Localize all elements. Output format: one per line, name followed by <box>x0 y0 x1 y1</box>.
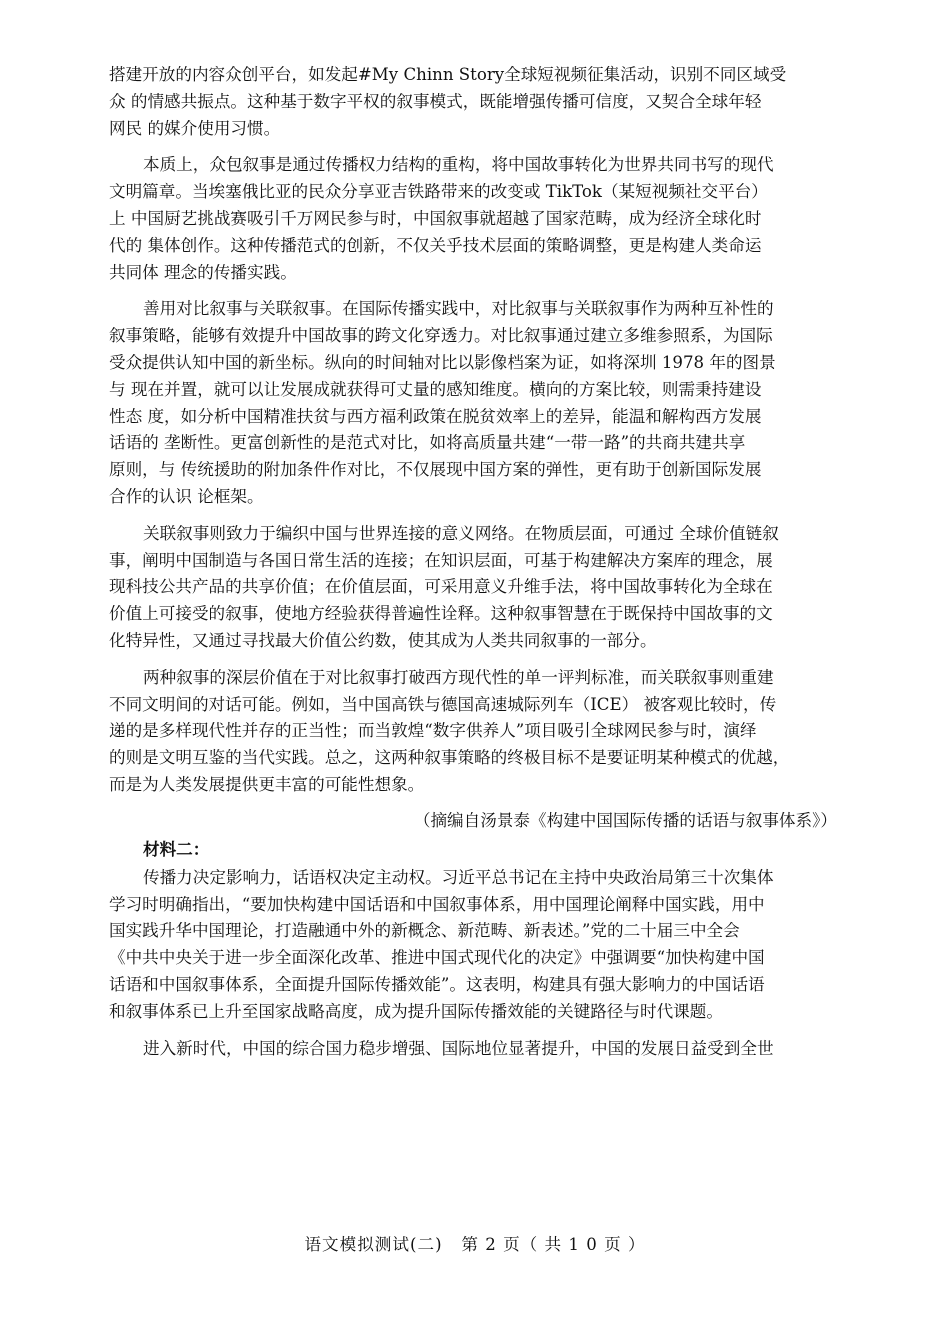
text-line: 《中共中央关于进一步全面深化改革、推进中国式现代化的决定》中强调要“加快构建中国 <box>109 948 765 968</box>
text-line: 众 的情感共振点。这种基于数字平权的叙事模式，既能增强传播可信度，又契合全球年轻 <box>109 91 762 111</box>
text-line: 价值上可接受的叙事，使地方经验获得普遍性诠释。这种叙事智慧在于既保持中国故事的文 <box>109 604 773 624</box>
exam-name: 语文模拟测试(二) <box>304 1235 443 1254</box>
text-line: 国实践升华中国理论，打造融通中外的新概念、新范畴、新表述。”党的二十届三中全会 <box>109 921 740 941</box>
paragraph <box>109 1036 837 1063</box>
text-line: 搭建开放的内容众创平台，如发起#My Chinn Story全球短视频征集活动，识别不同区域受 <box>109 65 787 84</box>
text-line: 网民 的媒介使用习惯。 <box>109 118 281 138</box>
text-line: 化特异性，又通过寻找最大价值公约数，使其成为人类共同叙事的一部分。 <box>109 630 657 650</box>
paragraph <box>109 62 837 142</box>
text-line: 与 现在并置，就可以让发展成就获得可丈量的感知维度。横向的方案比较，则需秉持建设 <box>109 379 762 399</box>
text-line: 关联叙事则致力于编织中国与世界连接的意义网络。在物质层面，可通过 全球价值链叙 <box>143 523 779 543</box>
text-line: 原则，与 传统援助的附加条件作对比，不仅展现中国方案的弹性，更有助于创新国际发展 <box>109 460 762 480</box>
text-line: 传播力决定影响力，话语权决定主动权。习近平总书记在主持中央政治局第三十次集体 <box>143 867 774 887</box>
text-line: 合作的认识 论框架。 <box>109 486 264 506</box>
text-line: 学习时明确指出，“要加快构建中国话语和中国叙事体系，用中国理论阐释中国实践，用中 <box>109 894 765 914</box>
text-line: 性态 度，如分析中国精准扶贫与西方福利政策在脱贫效率上的差异，能温和解构西方发展 <box>109 406 762 426</box>
material-two-heading: 材料二： <box>143 839 210 859</box>
text-line: 而是为人类发展提供更丰富的可能性想象。 <box>109 774 425 794</box>
text-line: 代的 集体创作。这种传播范式的创新，不仅关乎技术层面的策略调整，更是构建人类命运 <box>109 235 762 255</box>
text-line: 上 中国厨艺挑战赛吸引千万网民参与时，中国叙事就超越了国家范畴，成为经济全球化时 <box>109 208 762 228</box>
text-line: 善用对比叙事与关联叙事。在国际传播实践中，对比叙事与关联叙事作为两种互补性的 <box>143 299 774 319</box>
material-one-text <box>109 62 837 799</box>
text-line: 事，阐明中国制造与各国日常生活的连接；在知识层面，可基于构建解决方案库的理念，展 <box>109 550 773 570</box>
text-line: 递的是多样现代性并存的正当性；而当敦煌“数字供养人”项目吸引全球网民参与时，演绎 <box>109 721 757 741</box>
text-line: 文明篇章。当埃塞俄比亚的民众分享亚吉铁路带来的改变或 TikTok（某短视频社交平台） <box>109 182 768 202</box>
text-line: 两种叙事的深层价值在于对比叙事打破西方现代性的单一评判标准，而关联叙事则重建 <box>143 667 774 687</box>
text-line: 话语的 垄断性。更富创新性的是范式对比，如将高质量共建“一带一路”的共商共建共享 <box>109 433 746 453</box>
text-line: 现科技公共产品的共享价值；在价值层面，可采用意义升维手法，将中国故事转化为全球在 <box>109 577 773 597</box>
text-line: 的则是文明互鉴的当代实践。总之，这两种叙事策略的终极目标不是要证明某种模式的优越， <box>109 748 790 768</box>
page-footer <box>0 1231 950 1255</box>
text-line: 进入新时代，中国的综合国力稳步增强、国际地位显著提升，中国的发展日益受到全世 <box>143 1038 774 1058</box>
text-line: 和叙事体系已上升至国家战略高度，成为提升国际传播效能的关键路径与时代课题。 <box>109 1001 723 1021</box>
page-number: 第 2 页（ 共 1 0 页 ） <box>461 1235 646 1254</box>
text-line: 叙事策略，能够有效提升中国故事的跨文化穿透力。对比叙事通过建立多维参照系，为国际 <box>109 326 773 346</box>
text-line: 共同体 理念的传播实践。 <box>109 262 297 282</box>
page-body <box>109 62 837 1072</box>
material-two-text <box>109 865 837 1063</box>
paragraph <box>109 521 837 655</box>
text-line: 不同文明间的对话可能。例如，当中国高铁与德国高速城际列车（ICE） 被客观比较时，传 <box>109 694 777 714</box>
paragraph <box>109 152 837 286</box>
text-line: 话语和中国叙事体系，全面提升国际传播效能”。这表明，构建具有强大影响力的中国话语 <box>109 974 765 994</box>
paragraph <box>109 296 837 510</box>
paragraph <box>109 665 837 799</box>
source-citation: （摘编自汤景泰《构建中国国际传播的话语与叙事体系》） <box>413 810 837 830</box>
text-line: 受众提供认知中国的新坐标。纵向的时间轴对比以影像档案为证，如将深圳 1978 年的图景 <box>109 352 776 372</box>
text-line: 本质上，众包叙事是通过传播权力结构的重构，将中国故事转化为世界共同书写的现代 <box>143 155 774 175</box>
paragraph <box>109 865 837 1026</box>
